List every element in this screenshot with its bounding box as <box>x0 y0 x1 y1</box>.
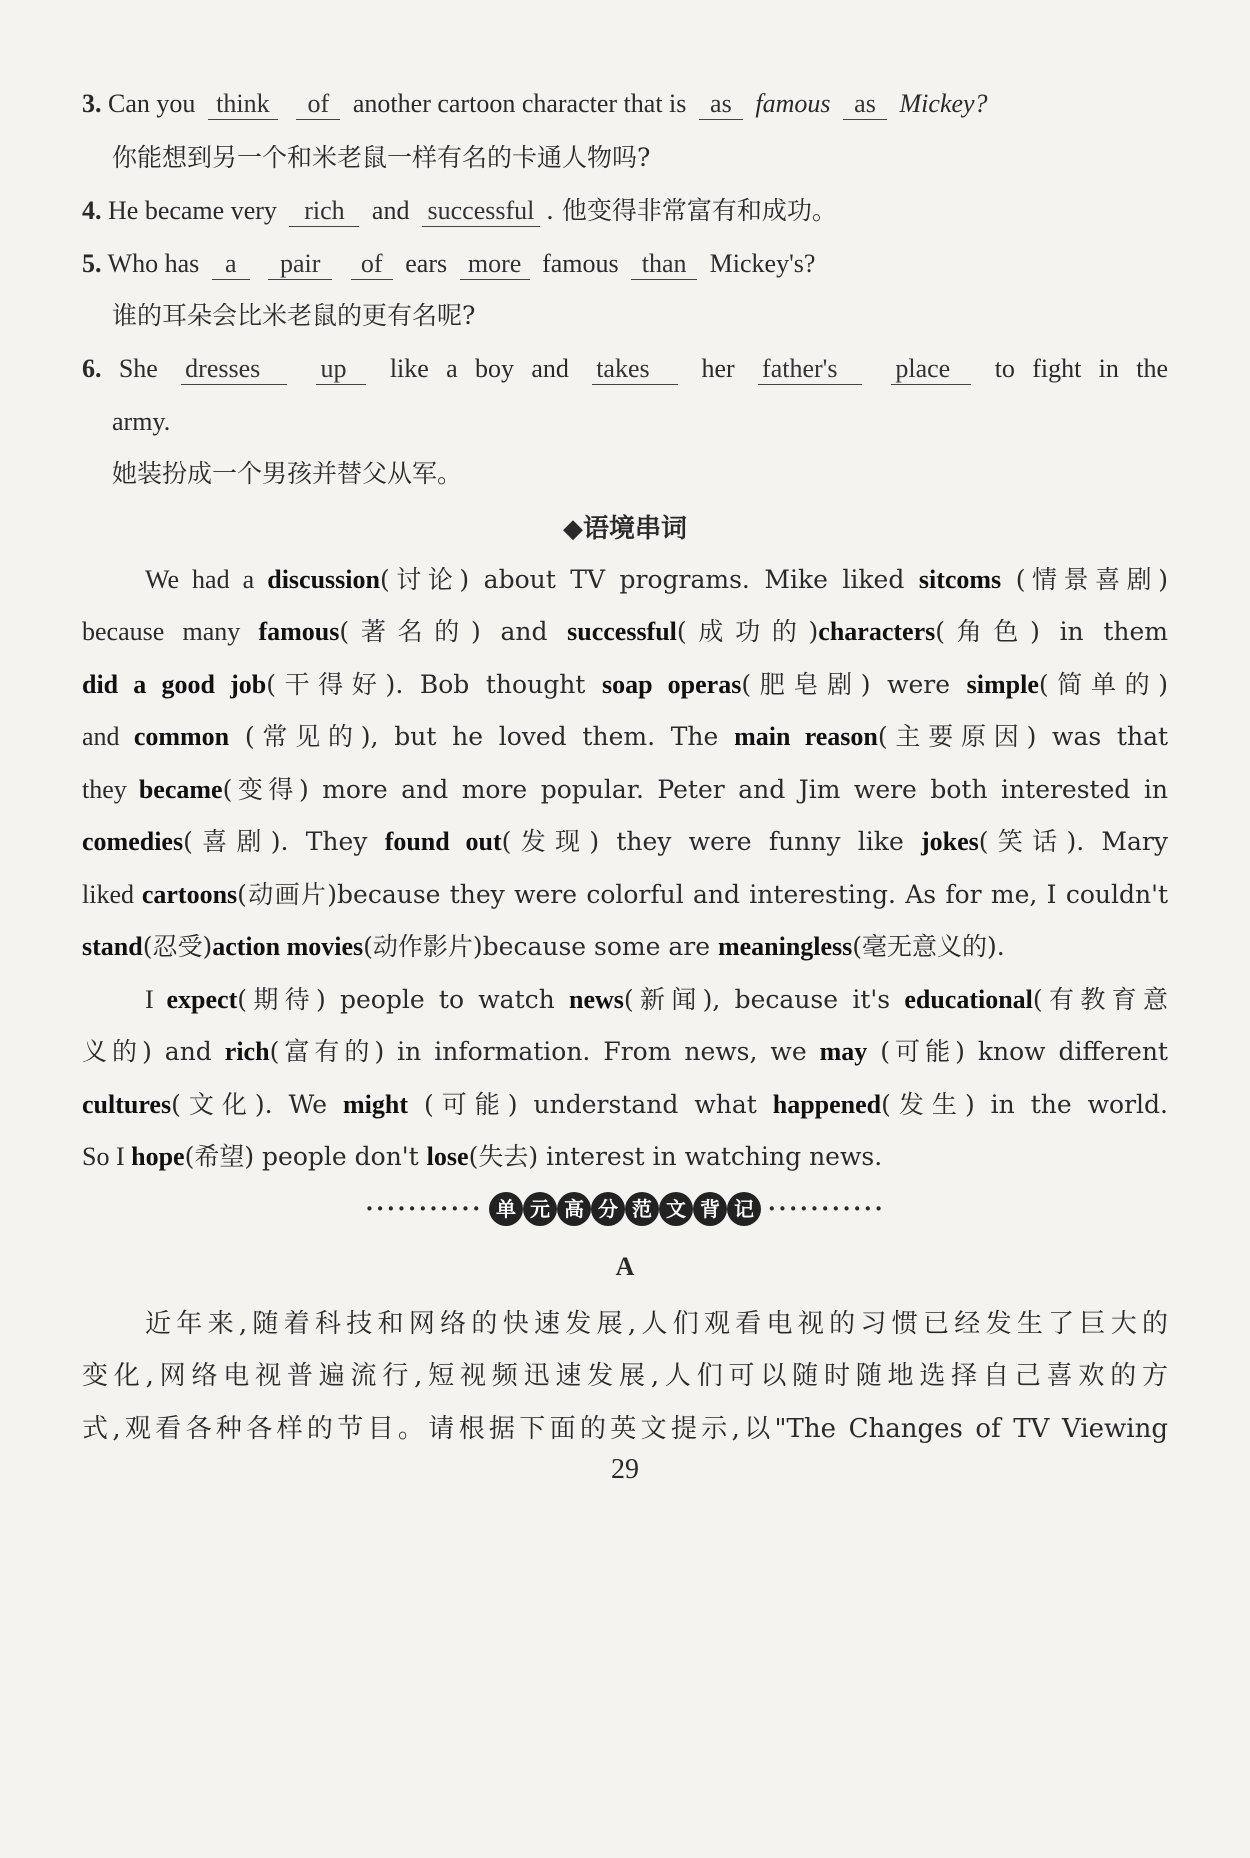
paragraph-1-line-1: We had a discussion(讨论) about TV programs. Mike liked sitcoms (情景喜剧) <box>145 565 1168 594</box>
question-number: 3. <box>82 89 102 118</box>
banner-char: 元 <box>523 1192 557 1226</box>
banner-char: 范 <box>625 1192 659 1226</box>
paragraph-1-line-3: did a good job(干得好). Bob thought soap operas(肥皂剧) were simple(简单的) <box>82 670 1169 699</box>
answer-blank: place <box>891 354 971 385</box>
answer-blank: as <box>699 89 743 120</box>
answer-blank: up <box>316 354 366 385</box>
page-number: 29 <box>611 1454 639 1485</box>
question-6-translation: 她装扮成一个男孩并替父从军。 <box>112 459 463 488</box>
paragraph-1-line-4: and common (常见的), but he loved them. The main reason(主要原因) was that <box>82 722 1169 751</box>
answer-blank: rich <box>289 196 359 227</box>
paragraph-2-line-3: cultures(文化). We might (可能) understand what happened(发生) in the world. <box>82 1090 1168 1119</box>
paragraph-1-line-5: they became(变得) more and more popular. Peter and Jim were both interested in <box>82 775 1168 804</box>
question-number: 6. <box>82 354 102 383</box>
banner-dots-right: ··········· <box>767 1194 885 1224</box>
banner-dots-left: ··········· <box>365 1194 483 1224</box>
paragraph-1-line-7: liked cartoons(动画片)because they were colorful and interesting. As for me, I couldn't <box>82 880 1168 909</box>
answer-blank: dresses <box>181 354 287 385</box>
banner-char: 分 <box>591 1192 625 1226</box>
answer-blank: pair <box>268 249 332 280</box>
question-5: 5. Who has a pair of ears more famous than Mickey's? <box>82 249 816 278</box>
section-title: ◆语境串词 <box>563 514 687 544</box>
banner-char: 高 <box>557 1192 591 1226</box>
answer-blank: as <box>843 89 887 120</box>
paragraph-2-line-1: I expect(期待) people to watch news(新闻), because it's educational(有教育意 <box>145 985 1168 1014</box>
section-banner <box>0 1192 1250 1226</box>
question-5-translation: 谁的耳朵会比米老鼠的更有名呢? <box>112 301 476 330</box>
essay-prompt-line-3: 式,观看各种各样的节目。请根据下面的英文提示,以"The Changes of TV Viewing <box>82 1414 1168 1444</box>
paragraph-1-line-8: stand(忍受)action movies(动作影片)because some are meaningless(毫无意义的). <box>82 932 1005 961</box>
answer-blank: of <box>296 89 340 120</box>
paragraph-2-line-4: So I hope(希望) people don't lose(失去) interest in watching news. <box>82 1142 883 1171</box>
answer-blank: successful <box>422 196 540 227</box>
question-3-translation: 你能想到另一个和米老鼠一样有名的卡通人物吗? <box>112 143 651 172</box>
essay-prompt-line-2: 变化,网络电视普遍流行,短视频迅速发展,人们可以随时随地选择自己喜欢的方 <box>82 1361 1168 1391</box>
answer-blank: of <box>351 249 393 280</box>
question-4: 4. He became very rich and successful . 他变得非常富有和成功。 <box>82 196 837 225</box>
question-6: 6. She dresses up like a boy and takes her father's place to fight in the <box>82 354 1168 383</box>
answer-blank: a <box>212 249 250 280</box>
paragraph-1-line-2: because many famous(著名的) and successful(成功的)characters(角色) in them <box>82 617 1168 646</box>
banner-char: 单 <box>489 1192 523 1226</box>
answer-blank: takes <box>592 354 678 385</box>
question-3: 3. Can you think of another cartoon character that is as famous as Mickey? <box>82 89 988 118</box>
answer-blank: think <box>208 89 278 120</box>
banner-char: 记 <box>727 1192 761 1226</box>
answer-blank: father's <box>758 354 862 385</box>
banner-char: 背 <box>693 1192 727 1226</box>
answer-blank: than <box>631 249 697 280</box>
question-number: 5. <box>82 249 102 278</box>
essay-prompt-line-1: 近年来,随着科技和网络的快速发展,人们观看电视的习惯已经发生了巨大的 <box>145 1309 1168 1339</box>
question-6-continued: army. <box>112 407 171 436</box>
paragraph-1-line-6: comedies(喜剧). They found out(发现) they were funny like jokes(笑话). Mary <box>82 827 1168 856</box>
question-number: 4. <box>82 196 102 225</box>
essay-label: A <box>615 1252 635 1281</box>
banner-char: 文 <box>659 1192 693 1226</box>
answer-blank: more <box>460 249 530 280</box>
paragraph-2-line-2: 义的) and rich(富有的) in information. From news, we may (可能) know different <box>82 1037 1168 1066</box>
